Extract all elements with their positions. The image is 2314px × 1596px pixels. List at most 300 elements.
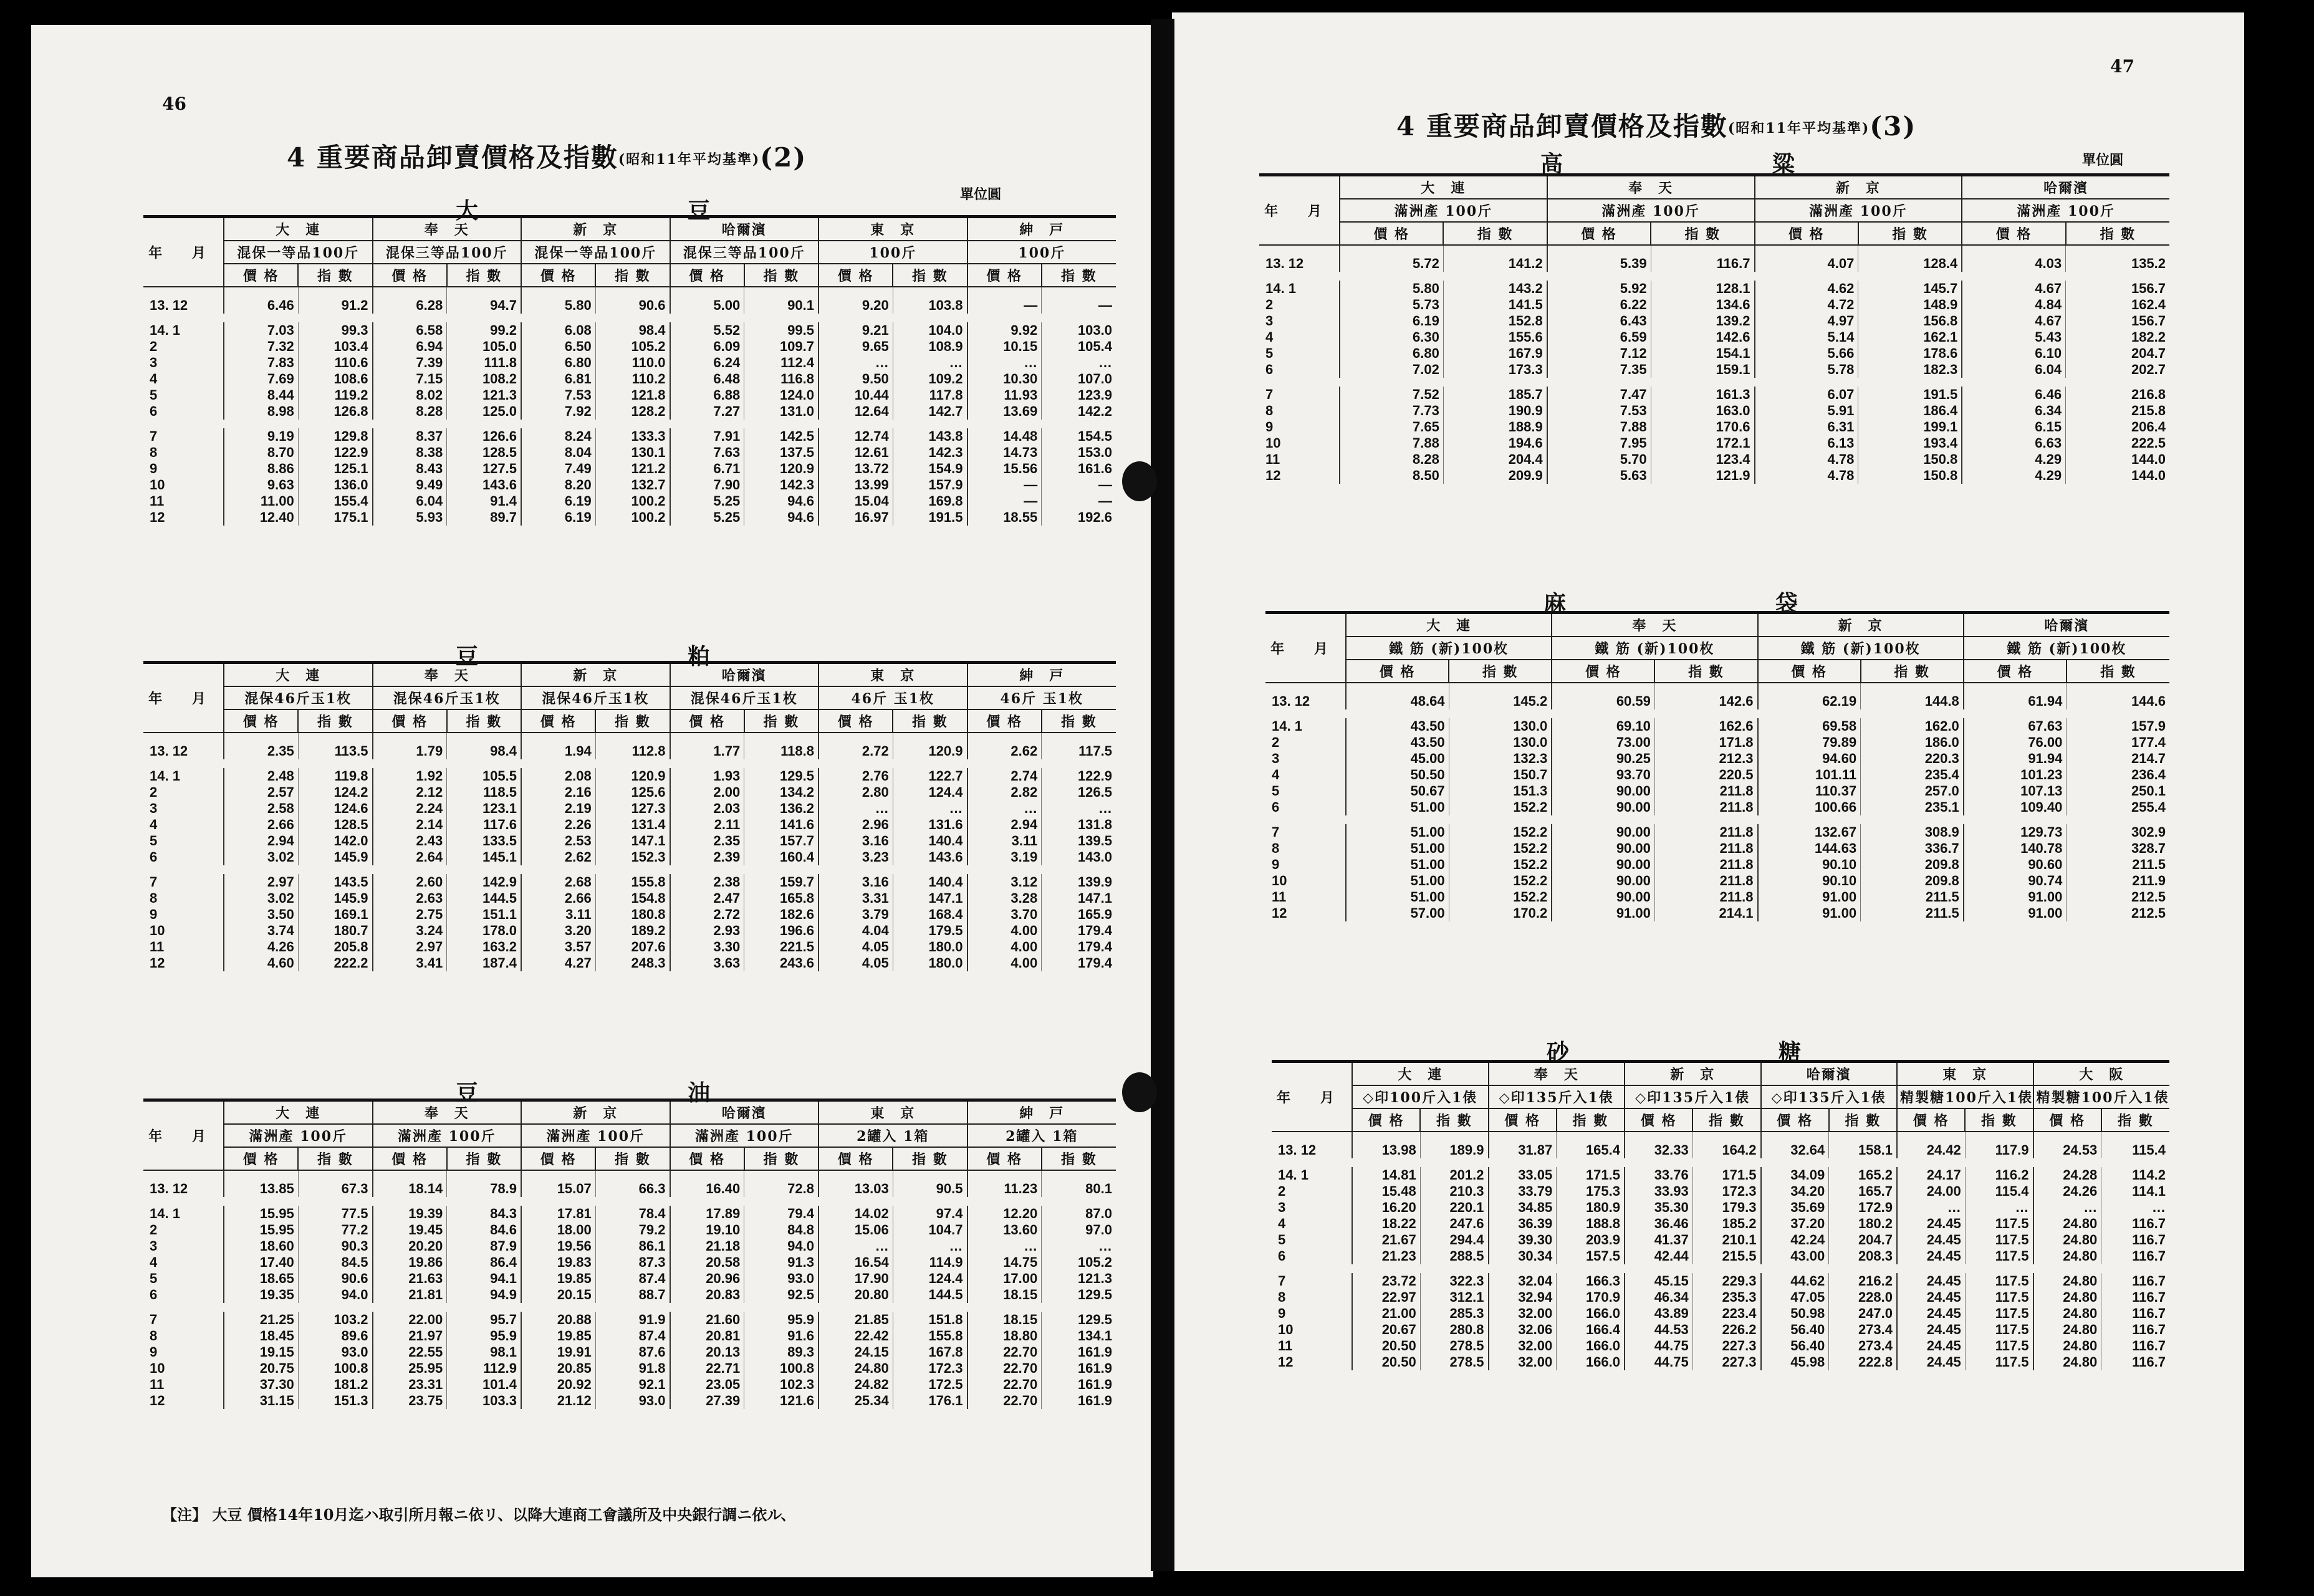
index-cell: 77.5: [298, 1206, 372, 1222]
price-header: 價 格: [373, 709, 447, 733]
index-cell: 84.3: [447, 1206, 521, 1222]
index-cell: 123.9: [1042, 387, 1116, 403]
price-cell: 7.95: [1547, 435, 1651, 451]
index-cell: 97.4: [893, 1206, 967, 1222]
index-cell: 193.4: [1858, 435, 1962, 451]
index-cell: 105.5: [447, 768, 521, 784]
price-cell: 43.50: [1346, 718, 1449, 734]
price-cell: 44.75: [1625, 1354, 1692, 1370]
price-cell: 21.00: [1352, 1305, 1420, 1322]
price-cell: 8.43: [373, 461, 447, 477]
index-cell: 222.2: [298, 955, 372, 971]
price-cell: 42.24: [1761, 1232, 1829, 1248]
price-cell: 20.96: [670, 1271, 744, 1287]
index-cell: 170.6: [1651, 419, 1754, 435]
price-cell: 24.80: [2033, 1216, 2101, 1232]
price-cell: 14.48: [967, 428, 1042, 445]
price-cell: 2.00: [670, 784, 744, 800]
index-header: 指 數: [1654, 660, 1757, 683]
table-row: [1272, 1322, 2169, 1338]
table-row: [143, 1170, 1116, 1197]
price-cell: 19.10: [670, 1222, 744, 1238]
price-cell: 90.60: [1964, 857, 2067, 873]
index-cell: 227.3: [1692, 1354, 1760, 1370]
index-header: 指 數: [893, 709, 967, 733]
index-cell: 189.9: [1420, 1132, 1488, 1158]
index-cell: 211.8: [1654, 840, 1757, 857]
price-cell: 4.84: [1962, 297, 2065, 313]
price-cell: 4.00: [967, 923, 1042, 939]
index-cell: 116.7: [2101, 1354, 2169, 1370]
header-row-city: [1259, 175, 2169, 200]
price-cell: 15.06: [819, 1222, 893, 1238]
price-cell: 20.50: [1352, 1338, 1420, 1354]
price-table: [143, 661, 1116, 971]
price-cell: 2.80: [819, 784, 893, 800]
index-cell: 180.0: [893, 939, 967, 955]
index-cell: 87.4: [595, 1271, 670, 1287]
index-cell: 157.5: [1557, 1248, 1625, 1264]
price-cell: 18.60: [224, 1238, 298, 1254]
row-label: 13. 12: [150, 1181, 188, 1196]
table-row: [1272, 1305, 2169, 1322]
index-cell: 172.5: [893, 1377, 967, 1393]
price-cell: 8.44: [224, 387, 298, 403]
spec-header: 100斤: [819, 241, 967, 264]
index-cell: 122.9: [1042, 768, 1116, 784]
index-cell: 190.9: [1443, 403, 1547, 419]
table-row: [1259, 419, 2169, 435]
price-cell: 13.98: [1352, 1132, 1420, 1158]
header-row-city: [143, 217, 1116, 241]
price-cell: 6.48: [670, 371, 744, 387]
index-cell: …: [893, 355, 967, 371]
price-cell: 7.53: [1547, 403, 1651, 419]
price-cell: 4.72: [1755, 297, 1858, 313]
price-cell: 2.19: [521, 800, 595, 817]
price-cell: 2.93: [670, 923, 744, 939]
price-cell: 44.62: [1761, 1273, 1829, 1289]
index-cell: 116.7: [1651, 245, 1754, 272]
index-cell: 143.8: [893, 428, 967, 445]
index-cell: 220.1: [1420, 1199, 1488, 1216]
index-cell: 167.9: [1443, 345, 1547, 362]
index-cell: 95.9: [447, 1328, 521, 1344]
price-cell: 1.94: [521, 733, 595, 759]
row-label: 3: [150, 800, 158, 816]
price-cell: 13.60: [967, 1222, 1042, 1238]
price-cell: 2.14: [373, 817, 447, 833]
index-cell: 187.4: [447, 955, 521, 971]
index-cell: …: [1042, 800, 1116, 817]
spacer-row: [143, 420, 1116, 428]
spec-header: 混保三等品100斤: [670, 241, 819, 264]
index-cell: 128.2: [595, 403, 670, 420]
index-cell: 120.9: [893, 733, 967, 759]
index-cell: 117.5: [1965, 1338, 2033, 1354]
price-header: 價 格: [819, 709, 893, 733]
unit-label: 單位圓: [960, 186, 1002, 203]
price-cell: 10.44: [819, 387, 893, 403]
table-row: [143, 355, 1116, 371]
price-cell: 90.74: [1964, 873, 2067, 889]
index-cell: 177.4: [2067, 734, 2169, 751]
table-row: [1272, 1183, 2169, 1199]
index-cell: 165.2: [1829, 1167, 1897, 1183]
index-cell: 209.9: [1443, 468, 1547, 484]
index-header: 指 數: [744, 709, 819, 733]
index-header: 指 數: [1861, 660, 1964, 683]
table-row: [143, 1360, 1116, 1377]
year-month-header: 年 月: [143, 217, 224, 287]
index-cell: 122.9: [298, 445, 372, 461]
index-cell: 221.5: [744, 939, 819, 955]
table-row: [1265, 683, 2169, 709]
index-cell: 125.6: [595, 784, 670, 800]
index-header: 指 數: [1557, 1108, 1625, 1132]
table-row: [143, 1393, 1116, 1409]
price-cell: 9.49: [373, 477, 447, 493]
index-cell: 155.8: [595, 874, 670, 890]
price-header: 價 格: [224, 264, 298, 287]
price-cell: 23.05: [670, 1377, 744, 1393]
index-cell: 322.3: [1420, 1273, 1488, 1289]
price-cell: 22.55: [373, 1344, 447, 1360]
commodity-heading: 高 粱: [1540, 151, 1888, 177]
price-cell: —: [967, 493, 1042, 509]
row-label: 12: [150, 955, 165, 971]
commodity-heading: 豆 粕: [455, 643, 804, 670]
index-cell: 97.0: [1042, 1222, 1116, 1238]
index-cell: 161.9: [1042, 1360, 1116, 1377]
price-cell: 6.94: [373, 339, 447, 355]
price-header: 價 格: [1758, 660, 1861, 683]
price-table: [1259, 173, 2169, 484]
price-cell: 2.62: [967, 733, 1042, 759]
index-cell: 117.5: [1965, 1322, 2033, 1338]
index-header: 指 數: [2101, 1108, 2169, 1132]
price-cell: 19.56: [521, 1238, 595, 1254]
price-cell: 22.97: [1352, 1289, 1420, 1305]
table-row: [143, 1238, 1116, 1254]
index-cell: 206.4: [2066, 419, 2169, 435]
index-cell: 113.5: [298, 733, 372, 759]
spacer-cell: [143, 1197, 1116, 1206]
index-cell: 164.2: [1692, 1132, 1760, 1158]
price-cell: 6.13: [1755, 435, 1858, 451]
spec-header: 混保一等品100斤: [224, 241, 373, 264]
index-cell: 155.8: [893, 1328, 967, 1344]
table-row: [1265, 873, 2169, 889]
price-cell: 5.25: [670, 493, 744, 509]
index-cell: 108.2: [447, 371, 521, 387]
price-cell: 2.68: [521, 874, 595, 890]
price-cell: 51.00: [1346, 857, 1449, 873]
spec-header: 46斤 玉1枚: [967, 686, 1116, 709]
price-cell: 5.78: [1755, 362, 1858, 378]
price-cell: 24.45: [1897, 1273, 1965, 1289]
price-cell: 56.40: [1761, 1322, 1829, 1338]
price-table: [143, 215, 1116, 526]
city-header: 東 京: [819, 217, 967, 241]
index-cell: 144.5: [447, 890, 521, 906]
price-header: 價 格: [967, 709, 1042, 733]
price-cell: 2.63: [373, 890, 447, 906]
price-cell: 18.65: [224, 1271, 298, 1287]
price-cell: 91.00: [1758, 905, 1861, 921]
row-label: 10: [150, 923, 165, 938]
price-cell: 2.43: [373, 833, 447, 849]
city-header: 奉 天: [1547, 175, 1755, 200]
index-cell: 87.4: [595, 1328, 670, 1344]
price-cell: 17.40: [224, 1254, 298, 1271]
row-label: 3: [150, 1238, 158, 1254]
index-cell: 185.7: [1443, 387, 1547, 403]
row-label: 10: [150, 477, 165, 493]
price-cell: 14.02: [819, 1206, 893, 1222]
table-row: [143, 923, 1116, 939]
index-cell: 223.4: [1692, 1305, 1760, 1322]
book-spine: [1151, 19, 1174, 1571]
table-row: [143, 817, 1116, 833]
price-cell: 15.48: [1352, 1183, 1420, 1199]
index-cell: 147.1: [893, 890, 967, 906]
index-cell: 159.1: [1651, 362, 1754, 378]
price-cell: 62.19: [1758, 683, 1861, 709]
price-header: 價 格: [1552, 660, 1654, 683]
index-cell: 152.2: [1449, 840, 1552, 857]
table-row: [143, 493, 1116, 509]
table-row: [143, 1254, 1116, 1271]
price-cell: 6.31: [1755, 419, 1858, 435]
spec-header: 混保46斤玉1枚: [373, 686, 522, 709]
spec-header: 混保46斤玉1枚: [521, 686, 670, 709]
price-cell: 9.63: [224, 477, 298, 493]
index-cell: 134.1: [1042, 1328, 1116, 1344]
price-cell: 24.26: [2033, 1183, 2101, 1199]
price-cell: 24.80: [819, 1360, 893, 1377]
row-label: 7: [1272, 824, 1280, 840]
index-header: 指 數: [298, 709, 372, 733]
spec-header: 滿洲產 100斤: [670, 1124, 819, 1147]
price-cell: 7.63: [670, 445, 744, 461]
index-header: 指 數: [1692, 1108, 1760, 1132]
price-cell: 6.22: [1547, 297, 1651, 313]
price-cell: 17.81: [521, 1206, 595, 1222]
spec-header: 精製糖100斤入1俵: [1897, 1085, 2033, 1108]
row-label: 2: [1278, 1183, 1286, 1199]
price-cell: 13.72: [819, 461, 893, 477]
index-cell: 125.1: [298, 461, 372, 477]
price-cell: 6.59: [1547, 329, 1651, 345]
price-header: 價 格: [1547, 222, 1651, 245]
index-cell: 126.5: [1042, 784, 1116, 800]
year-month-header: 年 月: [143, 663, 224, 733]
row-label: 7: [150, 874, 158, 890]
table-row: [1272, 1232, 2169, 1248]
row-label: 3: [1278, 1199, 1286, 1215]
index-cell: 117.5: [1965, 1273, 2033, 1289]
index-cell: 204.7: [1829, 1232, 1897, 1248]
index-cell: 186.0: [1861, 734, 1964, 751]
price-cell: 50.50: [1346, 767, 1449, 783]
index-cell: 211.8: [1654, 799, 1757, 815]
row-label: 10: [1265, 435, 1281, 451]
price-cell: 5.72: [1340, 245, 1443, 272]
table-row: [1272, 1338, 2169, 1354]
row-label: 6: [150, 1287, 158, 1302]
index-cell: 161.9: [1042, 1393, 1116, 1409]
index-cell: 153.0: [1042, 445, 1116, 461]
index-cell: 121.3: [1042, 1271, 1116, 1287]
index-cell: 182.2: [2066, 329, 2169, 345]
price-cell: 33.93: [1625, 1183, 1692, 1199]
row-label: 11: [1265, 451, 1280, 467]
price-cell: 9.21: [819, 322, 893, 339]
index-cell: 143.6: [893, 849, 967, 865]
city-header: 新 京: [1625, 1062, 1761, 1086]
spacer-row: [1265, 815, 2169, 824]
index-cell: 121.2: [595, 461, 670, 477]
index-cell: 124.4: [893, 784, 967, 800]
price-cell: 51.00: [1346, 799, 1449, 815]
spec-header: 滿洲產 100斤: [373, 1124, 522, 1147]
index-cell: 151.8: [893, 1312, 967, 1328]
index-header: 指 數: [1858, 222, 1962, 245]
index-cell: 115.4: [2101, 1132, 2169, 1158]
index-cell: 171.5: [1557, 1167, 1625, 1183]
price-cell: 37.20: [1761, 1216, 1829, 1232]
table-row: [1259, 245, 2169, 272]
index-header: 指 數: [447, 264, 521, 287]
price-cell: 7.47: [1547, 387, 1651, 403]
price-cell: 24.45: [1897, 1338, 1965, 1354]
index-cell: 278.5: [1420, 1354, 1488, 1370]
index-cell: 144.8: [1861, 683, 1964, 709]
index-cell: 175.3: [1557, 1183, 1625, 1199]
index-cell: 137.5: [744, 445, 819, 461]
price-cell: 7.91: [670, 428, 744, 445]
spacer-row: [1259, 272, 2169, 281]
price-cell: 5.66: [1755, 345, 1858, 362]
price-cell: 45.15: [1625, 1273, 1692, 1289]
table-row: [1272, 1167, 2169, 1183]
index-cell: 121.9: [1651, 468, 1754, 484]
price-cell: 6.19: [521, 493, 595, 509]
spec-header: 鐵 筋 (新)100枚: [1758, 637, 1964, 660]
price-header: 價 格: [224, 709, 298, 733]
page-number: 47: [2110, 56, 2134, 77]
price-cell: 22.70: [967, 1377, 1042, 1393]
index-cell: 159.7: [744, 874, 819, 890]
index-cell: 120.9: [595, 768, 670, 784]
table-row: [143, 445, 1116, 461]
index-cell: —: [1042, 287, 1116, 314]
price-cell: 15.95: [224, 1206, 298, 1222]
index-cell: 211.8: [1654, 889, 1757, 905]
spec-header: 100斤: [967, 241, 1116, 264]
index-header: 指 數: [1965, 1108, 2033, 1132]
index-cell: 94.6: [744, 493, 819, 509]
price-cell: 15.07: [521, 1170, 595, 1197]
city-header: 奉 天: [373, 1100, 522, 1125]
index-cell: 302.9: [2067, 824, 2169, 840]
table-row: [143, 1377, 1116, 1393]
row-label: 11: [1272, 889, 1287, 905]
index-cell: 141.2: [1443, 245, 1547, 272]
price-cell: 51.00: [1346, 873, 1449, 889]
index-cell: 130.0: [1449, 734, 1552, 751]
price-cell: 20.92: [521, 1377, 595, 1393]
index-cell: 93.0: [298, 1344, 372, 1360]
price-cell: 2.16: [521, 784, 595, 800]
price-cell: 90.10: [1758, 857, 1861, 873]
price-cell: 91.00: [1964, 889, 2067, 905]
header-row-measure: [1272, 1108, 2169, 1132]
price-cell: 33.05: [1489, 1167, 1557, 1183]
index-cell: 191.5: [893, 509, 967, 526]
price-cell: 7.27: [670, 403, 744, 420]
price-cell: 20.75: [224, 1360, 298, 1377]
index-cell: 118.8: [744, 733, 819, 759]
price-cell: —: [967, 477, 1042, 493]
price-cell: …: [819, 800, 893, 817]
table-row: [143, 287, 1116, 314]
price-cell: 39.30: [1489, 1232, 1557, 1248]
price-header: 價 格: [1964, 660, 2067, 683]
price-cell: 2.72: [670, 906, 744, 923]
price-cell: 8.86: [224, 461, 298, 477]
price-cell: 7.12: [1547, 345, 1651, 362]
index-cell: 132.3: [1449, 751, 1552, 767]
price-cell: 24.53: [2033, 1132, 2101, 1158]
index-cell: 209.8: [1861, 857, 1964, 873]
city-header: 新 京: [521, 1100, 670, 1125]
price-cell: 11.00: [224, 493, 298, 509]
row-label: 4: [150, 1254, 158, 1270]
index-cell: 87.9: [447, 1238, 521, 1254]
index-cell: 166.4: [1557, 1322, 1625, 1338]
row-label: 2: [150, 1222, 158, 1238]
index-cell: 222.8: [1829, 1354, 1897, 1370]
table-row: [143, 322, 1116, 339]
price-cell: 11.93: [967, 387, 1042, 403]
index-cell: 67.3: [298, 1170, 372, 1197]
spec-header: 滿洲產 100斤: [521, 1124, 670, 1147]
index-cell: 94.9: [447, 1287, 521, 1303]
index-cell: 157.9: [2067, 718, 2169, 734]
price-cell: 2.60: [373, 874, 447, 890]
index-cell: 142.2: [1042, 403, 1116, 420]
price-cell: 6.15: [1962, 419, 2065, 435]
index-cell: 117.6: [447, 817, 521, 833]
price-header: 價 格: [521, 1147, 595, 1170]
price-cell: 34.09: [1761, 1167, 1829, 1183]
index-cell: 215.5: [1692, 1248, 1760, 1264]
price-cell: 3.28: [967, 890, 1042, 906]
index-cell: 145.7: [1858, 281, 1962, 297]
city-header: 東 京: [1897, 1062, 2033, 1086]
row-label: 11: [1278, 1338, 1293, 1353]
price-cell: 20.85: [521, 1360, 595, 1377]
price-cell: 27.39: [670, 1393, 744, 1409]
table-row: [143, 849, 1116, 865]
index-cell: 94.6: [744, 509, 819, 526]
price-cell: 91.00: [1758, 889, 1861, 905]
price-cell: 8.20: [521, 477, 595, 493]
spec-header: 混保三等品100斤: [373, 241, 522, 264]
price-cell: 19.39: [373, 1206, 447, 1222]
